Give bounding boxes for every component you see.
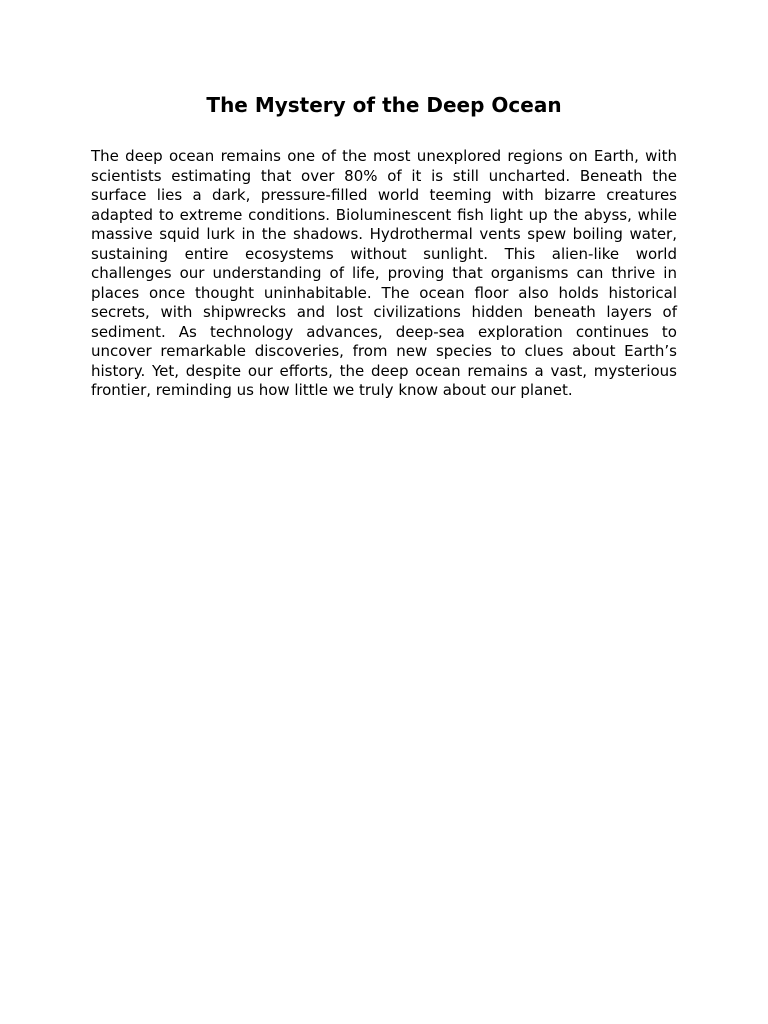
document-body-paragraph: The deep ocean remains one of the most unexplored regions on Earth, with scientists estimating that over 80% of it is still uncharted. Beneath the surface lies a dark, pressure-filled world teeming with bizarre creatures adapted to extreme conditions. Bioluminescent fish light up the abyss, while massive squid lurk in the shadows. Hydrothermal vents spew boiling water, sustaining entire ecosystems without sunlight. This alien-like world challenges our understanding of life, proving that organisms can thrive in places once thought uninhabitable. The ocean floor also holds historical secrets, with shipwrecks and lost civilizations hidden beneath layers of sediment. As technology advances, deep-sea exploration continues to uncover remarkable discoveries, from new species to clues about Earth’s history. Yet, despite our efforts, the deep ocean remains a vast, mysterious frontier, reminding us how little we truly know about our planet. [91, 147, 677, 399]
document-title: The Mystery of the Deep Ocean [206, 93, 562, 117]
